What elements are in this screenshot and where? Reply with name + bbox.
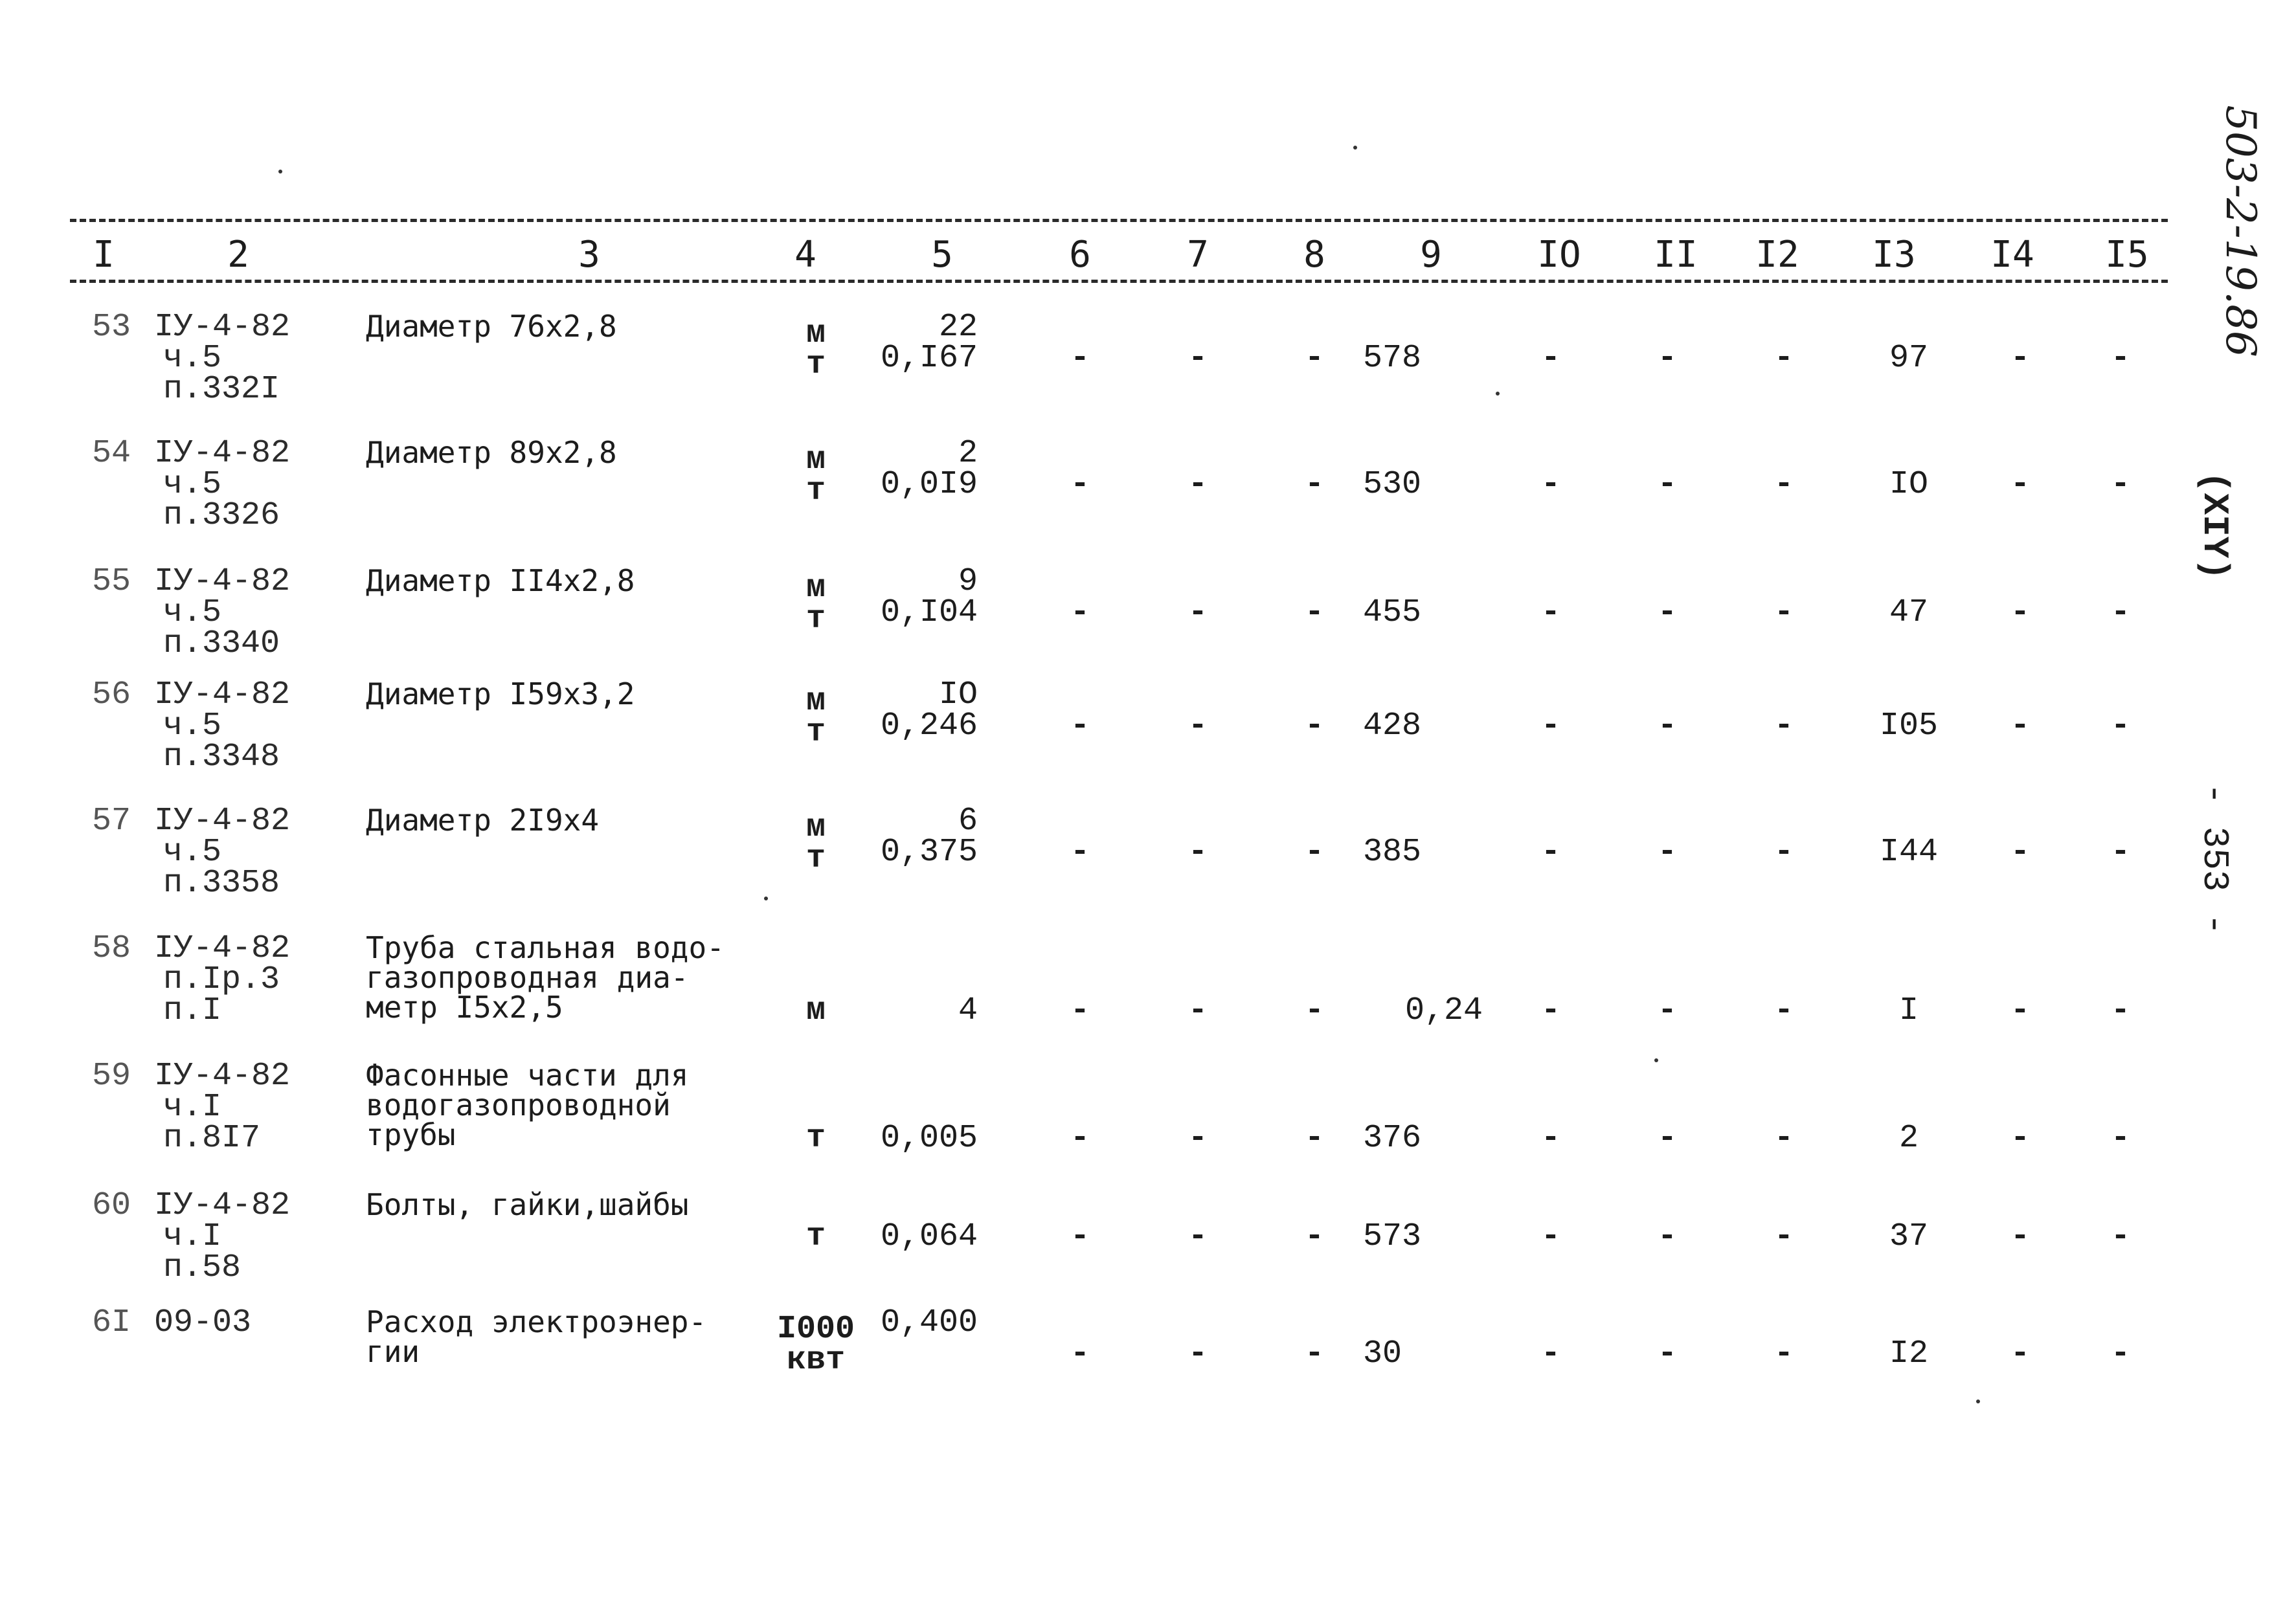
header-dashed-rule: [70, 280, 2168, 283]
empty-cell-dash: -: [2110, 466, 2131, 503]
item-description-line: Диаметр II4х2,8: [366, 563, 635, 598]
row-number: 53: [92, 309, 131, 346]
unit-label: квт: [786, 1342, 845, 1379]
top-dashed-rule: [70, 219, 2168, 222]
quantity-value: 6: [958, 803, 978, 840]
source-reference-line: IУ-4-82: [154, 1058, 291, 1095]
empty-cell-dash: -: [1657, 1120, 1678, 1157]
column-13-value: 97: [1889, 340, 1929, 377]
column-9-value: 573: [1363, 1218, 1422, 1255]
source-reference-line: IУ-4-82: [154, 563, 291, 600]
empty-cell-dash: -: [1773, 708, 1794, 744]
column-header-3: 3: [578, 234, 600, 276]
empty-cell-dash: -: [1540, 1120, 1561, 1157]
column-13-value: I2: [1889, 1335, 1929, 1372]
empty-cell-dash: -: [1187, 992, 1208, 1029]
item-description-line: Диаметр I59х3,2: [366, 676, 635, 711]
item-description-line: Фасонные части для: [366, 1058, 689, 1093]
unit-label: м: [805, 809, 826, 846]
source-reference-line: IУ-4-82: [154, 309, 291, 346]
quantity-value: 0,400: [880, 1304, 978, 1341]
item-description-line: гии: [366, 1334, 420, 1369]
row-number: 6I: [92, 1304, 131, 1341]
column-header-13: I3: [1872, 234, 1916, 276]
empty-cell-dash: -: [1773, 992, 1794, 1029]
page-number: - 353 -: [2194, 783, 2235, 935]
column-9-value: 578: [1363, 340, 1422, 377]
quantity-value: 4: [958, 992, 978, 1029]
unit-label: т: [805, 601, 826, 638]
source-reference-line: ч.5: [163, 466, 222, 503]
column-9-value: 0,24: [1405, 992, 1483, 1029]
item-description-line: Диаметр 2I9х4: [366, 803, 600, 838]
unit-label: м: [805, 683, 826, 720]
column-header-8: 8: [1303, 234, 1325, 276]
empty-cell-dash: -: [2010, 992, 2031, 1029]
empty-cell-dash: -: [1657, 1218, 1678, 1255]
column-header-1: I: [93, 234, 115, 276]
item-description-line: метр I5х2,5: [366, 990, 563, 1025]
column-header-11: II: [1654, 234, 1698, 276]
empty-cell-dash: -: [1070, 1335, 1090, 1372]
empty-cell-dash: -: [1304, 594, 1325, 631]
empty-cell-dash: -: [1304, 1335, 1325, 1372]
empty-cell-dash: -: [2110, 1335, 2131, 1372]
unit-label: т: [805, 714, 826, 751]
quantity-value: 9: [958, 563, 978, 600]
empty-cell-dash: -: [1773, 466, 1794, 503]
source-reference-line: IУ-4-82: [154, 435, 291, 472]
empty-cell-dash: -: [1540, 834, 1561, 871]
empty-cell-dash: -: [1773, 340, 1794, 377]
source-reference-line: ч.I: [163, 1218, 222, 1255]
empty-cell-dash: -: [1773, 594, 1794, 631]
empty-cell-dash: -: [1070, 834, 1090, 871]
quantity-value: 22: [938, 309, 978, 346]
column-header-15: I5: [2105, 234, 2149, 276]
empty-cell-dash: -: [2010, 1218, 2031, 1255]
quantity-value: 0,375: [880, 834, 978, 871]
source-reference-line: ч.5: [163, 340, 222, 377]
empty-cell-dash: -: [1773, 1335, 1794, 1372]
empty-cell-dash: -: [1187, 708, 1208, 744]
source-reference-line: п.I: [163, 992, 222, 1029]
empty-cell-dash: -: [1304, 466, 1325, 503]
empty-cell-dash: -: [2010, 1120, 2031, 1157]
empty-cell-dash: -: [1187, 594, 1208, 631]
source-reference-line: п.8I7: [163, 1120, 261, 1157]
empty-cell-dash: -: [2110, 992, 2131, 1029]
empty-cell-dash: -: [1657, 992, 1678, 1029]
item-description-line: Расход электроэнер-: [366, 1304, 707, 1339]
item-description-line: Труба стальная водо-: [366, 930, 725, 965]
quantity-value: IO: [938, 676, 978, 713]
empty-cell-dash: -: [2110, 834, 2131, 871]
quantity-value: 2: [958, 435, 978, 472]
empty-cell-dash: -: [1187, 340, 1208, 377]
empty-cell-dash: -: [1657, 834, 1678, 871]
source-reference-line: IУ-4-82: [154, 676, 291, 713]
unit-label: т: [805, 346, 826, 383]
column-13-value: I05: [1879, 708, 1939, 744]
empty-cell-dash: -: [1070, 340, 1090, 377]
column-9-value: 376: [1363, 1120, 1422, 1157]
empty-cell-dash: -: [2110, 594, 2131, 631]
column-header-14: I4: [1990, 234, 2034, 276]
column-9-value: 30: [1363, 1335, 1402, 1372]
column-13-value: 37: [1889, 1218, 1929, 1255]
empty-cell-dash: -: [1540, 1335, 1561, 1372]
empty-cell-dash: -: [1657, 466, 1678, 503]
scan-speck: [1496, 392, 1500, 396]
quantity-value: 0,0I9: [880, 466, 978, 503]
empty-cell-dash: -: [2010, 1335, 2031, 1372]
column-9-value: 428: [1363, 708, 1422, 744]
column-13-value: IO: [1889, 466, 1929, 503]
scan-speck: [278, 170, 282, 173]
row-number: 54: [92, 435, 131, 472]
unit-label: м: [805, 992, 826, 1029]
empty-cell-dash: -: [2110, 340, 2131, 377]
source-reference-line: п.3348: [163, 739, 280, 775]
column-header-5: 5: [931, 234, 953, 276]
empty-cell-dash: -: [1187, 1218, 1208, 1255]
item-description-line: Диаметр 89х2,8: [366, 435, 617, 470]
empty-cell-dash: -: [1657, 1335, 1678, 1372]
source-reference-line: п.58: [163, 1249, 242, 1286]
unit-label: м: [805, 315, 826, 352]
column-13-value: 2: [1898, 1120, 1919, 1157]
empty-cell-dash: -: [1187, 834, 1208, 871]
empty-cell-dash: -: [2010, 834, 2031, 871]
empty-cell-dash: -: [1070, 708, 1090, 744]
unit-label: м: [805, 441, 826, 478]
source-reference-line: п.3340: [163, 625, 280, 662]
empty-cell-dash: -: [1657, 594, 1678, 631]
unit-label: т: [805, 1218, 826, 1255]
source-reference-line: IУ-4-82: [154, 930, 291, 967]
source-reference-line: IУ-4-82: [154, 1187, 291, 1224]
unit-label: т: [805, 840, 826, 877]
empty-cell-dash: -: [2010, 708, 2031, 744]
empty-cell-dash: -: [2010, 594, 2031, 631]
unit-label: м: [805, 570, 826, 607]
quantity-value: 0,064: [880, 1218, 978, 1255]
empty-cell-dash: -: [1657, 708, 1678, 744]
empty-cell-dash: -: [1304, 1218, 1325, 1255]
album-number: (XIY): [2194, 471, 2235, 581]
source-reference-line: 09-03: [154, 1304, 252, 1341]
column-13-value: 47: [1889, 594, 1929, 631]
column-13-value: I: [1898, 992, 1919, 1029]
quantity-value: 0,246: [880, 708, 978, 744]
source-reference-line: ч.5: [163, 594, 222, 631]
column-header-10: IO: [1537, 234, 1581, 276]
scan-speck: [1654, 1058, 1658, 1062]
row-number: 55: [92, 563, 131, 600]
empty-cell-dash: -: [1304, 708, 1325, 744]
empty-cell-dash: -: [1540, 708, 1561, 744]
empty-cell-dash: -: [1070, 594, 1090, 631]
empty-cell-dash: -: [2110, 1120, 2131, 1157]
column-13-value: I44: [1879, 834, 1939, 871]
document-code: 503-2-19.86: [2216, 105, 2264, 357]
unit-label: I000: [776, 1311, 855, 1348]
empty-cell-dash: -: [1304, 834, 1325, 871]
quantity-value: 0,I67: [880, 340, 978, 377]
column-9-value: 530: [1363, 466, 1422, 503]
column-9-value: 385: [1363, 834, 1422, 871]
source-reference-line: п.332I: [163, 371, 280, 408]
item-description-line: Диаметр 76х2,8: [366, 309, 617, 344]
source-reference-line: п.3326: [163, 497, 280, 534]
empty-cell-dash: -: [1540, 466, 1561, 503]
row-number: 58: [92, 930, 131, 967]
empty-cell-dash: -: [2110, 1218, 2131, 1255]
empty-cell-dash: -: [1773, 1120, 1794, 1157]
empty-cell-dash: -: [1070, 1218, 1090, 1255]
source-reference-line: ч.5: [163, 834, 222, 871]
column-header-7: 7: [1187, 234, 1209, 276]
empty-cell-dash: -: [1187, 1335, 1208, 1372]
source-reference-line: IУ-4-82: [154, 803, 291, 840]
column-header-4: 4: [794, 234, 816, 276]
quantity-value: 0,I04: [880, 594, 978, 631]
row-number: 60: [92, 1187, 131, 1224]
source-reference-line: ч.5: [163, 708, 222, 744]
item-description-line: водогазопроводной: [366, 1087, 671, 1122]
empty-cell-dash: -: [1304, 992, 1325, 1029]
empty-cell-dash: -: [1540, 1218, 1561, 1255]
empty-cell-dash: -: [2010, 466, 2031, 503]
item-description-line: Болты, гайки,шайбы: [366, 1187, 689, 1222]
unit-label: т: [805, 1120, 826, 1157]
quantity-value: 0,005: [880, 1120, 978, 1157]
column-9-value: 455: [1363, 594, 1422, 631]
column-header-12: I2: [1755, 234, 1799, 276]
source-reference-line: п.3358: [163, 865, 280, 902]
empty-cell-dash: -: [1657, 340, 1678, 377]
empty-cell-dash: -: [1070, 992, 1090, 1029]
scan-speck: [764, 897, 768, 900]
unit-label: т: [805, 473, 826, 509]
empty-cell-dash: -: [1773, 834, 1794, 871]
scan-speck: [1976, 1400, 1980, 1403]
column-header-6: 6: [1069, 234, 1091, 276]
empty-cell-dash: -: [1540, 992, 1561, 1029]
empty-cell-dash: -: [1773, 1218, 1794, 1255]
empty-cell-dash: -: [1187, 1120, 1208, 1157]
source-reference-line: ч.I: [163, 1089, 222, 1126]
item-description-line: трубы: [366, 1117, 456, 1152]
source-reference-line: п.Iр.3: [163, 961, 280, 998]
empty-cell-dash: -: [1304, 1120, 1325, 1157]
scan-speck: [1353, 146, 1357, 150]
empty-cell-dash: -: [1540, 340, 1561, 377]
column-header-9: 9: [1420, 234, 1442, 276]
empty-cell-dash: -: [2110, 708, 2131, 744]
row-number: 56: [92, 676, 131, 713]
empty-cell-dash: -: [1540, 594, 1561, 631]
row-number: 57: [92, 803, 131, 840]
column-header-2: 2: [227, 234, 249, 276]
empty-cell-dash: -: [2010, 340, 2031, 377]
empty-cell-dash: -: [1070, 1120, 1090, 1157]
empty-cell-dash: -: [1304, 340, 1325, 377]
empty-cell-dash: -: [1070, 466, 1090, 503]
item-description-line: газопроводная диа-: [366, 960, 689, 995]
row-number: 59: [92, 1058, 131, 1095]
empty-cell-dash: -: [1187, 466, 1208, 503]
